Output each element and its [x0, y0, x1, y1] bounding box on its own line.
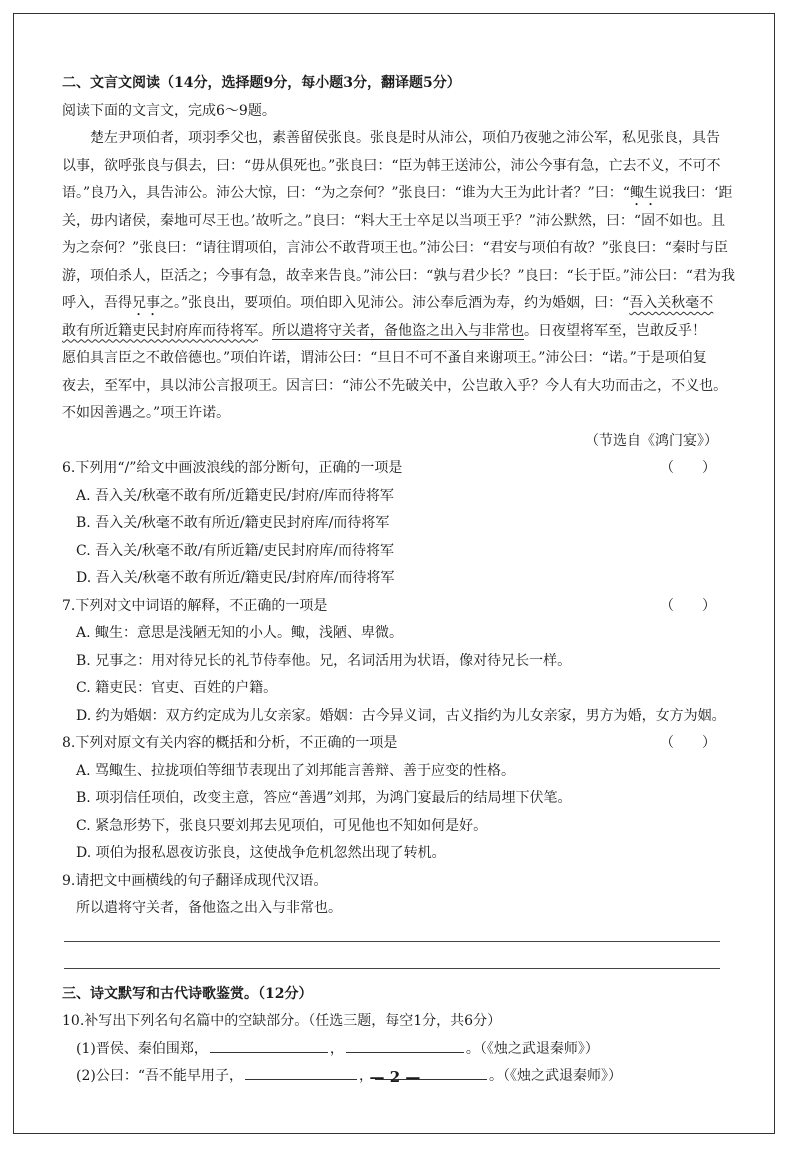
option-d: D. 项伯为报私恩夜访张良，这使战争危机忽然出现了转机。 [76, 845, 446, 861]
spacer [62, 969, 722, 981]
question-stem-text: 6.下列用“/”给文中画波浪线的部分断句，正确的一项是 [62, 460, 403, 476]
question-stem [62, 593, 722, 621]
passage-line [62, 180, 733, 208]
classical-passage [62, 125, 735, 455]
underlined-sentence: 所以遣将守关者，备他盗之出入与非常也 [272, 322, 524, 339]
item-text: (2)公曰：“吾不能早用子， [76, 1068, 243, 1084]
option-c: C. 籍吏民：官吏、百姓的户籍。 [76, 680, 278, 696]
blank-field[interactable] [346, 1038, 464, 1053]
exam-content [62, 70, 735, 1091]
blank-field[interactable] [210, 1038, 328, 1053]
question-stem-text: 8.下列对原文有关内容的概括和分析，不正确的一项是 [62, 735, 398, 751]
translation-sentence: 所以遣将守关者，备他盗之出入与非常也。 [76, 900, 342, 916]
wavy-underlined-text: 敢有所近籍吏民封府库而待将军 [62, 322, 258, 339]
passage-text: 之。”张良出，要项伯。项伯即入见沛公。沛公奉卮酒为寿，约为婚姻，曰：“ [160, 295, 630, 311]
question-stem: 9.请把文中画横线的句子翻译成现代汉语。 [62, 872, 328, 889]
question-7 [62, 593, 726, 731]
wavy-underlined-text: 吾入关秋毫不 [629, 295, 714, 311]
item-text: ， [359, 1068, 373, 1084]
question-10-item-1 [62, 1036, 722, 1064]
option-c: C. 吾入关/秋毫不敢/有所近籍/吏民封府库/而待将军 [76, 542, 394, 559]
section2-intro: 阅读下面的文言文，完成6～9题。 [62, 102, 276, 119]
passage-text: 。 [258, 322, 272, 339]
page-number: — 2 — [369, 1068, 421, 1086]
question-9 [62, 868, 722, 981]
option-d: D. 约为婚姻：双方约定成为儿女亲家。婚姻：古今异义词，古义指约为儿女亲家，男方为婚，女方为姻。 [76, 707, 726, 724]
passage-line [62, 290, 722, 318]
item-text: (1)晋侯、秦伯围郑， [76, 1040, 208, 1057]
question-stem-text: 7.下列对文中词语的解释，不正确的一项是 [62, 597, 328, 614]
dotted-word: 鲰生 [629, 185, 658, 201]
option-d: D. 吾入关/秋毫不敢有所近/籍吏民/封府库/而待将军 [76, 570, 395, 586]
item-text: 。（《烛之武退秦师》） [489, 1068, 622, 1084]
option-b: B. 吾入关/秋毫不敢有所近/籍吏民封府库/而待将军 [76, 515, 390, 531]
question-8 [62, 730, 722, 868]
dotted-word: 兄事 [132, 295, 160, 311]
passage-text: 说我曰：‘距 [657, 185, 733, 201]
passage-line: 以事，欲呼张良与俱去，曰：“毋从俱死也。”张良曰：“臣为韩王送沛公，沛公今事有急，亡去不义，不可不 [62, 157, 721, 174]
passage-text: 语。”良乃入，具告沛公。沛公大惊，曰：“为之奈何？”张良曰：“谁为大王为此计者？”曰：“ [62, 185, 630, 201]
question-10-stem: 10.补写出下列名句名篇中的空缺部分。（任选三题，每空1分，共6分） [62, 1013, 502, 1029]
question-stem [62, 455, 722, 483]
passage-line: 愿伯具言臣之不敢倍德也。”项伯许诺，谓沛公曰：“旦日不可不蚤自来谢项王。”沛公曰：“诺。”于是项伯复 [62, 350, 707, 366]
passage-line: 夜去，至军中，具以沛公言报项王。因言曰：“沛公不先破关中，公岂敢入乎？今人有大功而击之，不义也。 [62, 377, 728, 394]
option-a: A. 骂鲰生、拉拢项伯等细节表现出了刘邦能言善辩、善于应变的性格。 [76, 762, 516, 779]
option-c: C. 紧急形势下，张良只要刘邦去见项伯，可见他也不知如何是好。 [76, 817, 488, 834]
option-b: B. 兄事之：用对待兄长的礼节侍奉他。兄，名词活用为状语，像对待兄长一样。 [76, 652, 572, 669]
passage-line [62, 318, 722, 346]
passage-text: 呼入，吾得 [62, 295, 132, 311]
question-6 [62, 455, 722, 593]
answer-parenthesis[interactable]: （ ） [660, 460, 716, 476]
passage-line: 楚左尹项伯者，项羽季父也，素善留侯张良。张良是时从沛公，项伯乃夜驰之沛公军，私见张良，具告 [90, 130, 720, 146]
item-text: 。（《烛之武退秦师》） [465, 1040, 599, 1057]
passage-line: 游，项伯杀人，臣活之；今事有急，故幸来告良。”沛公曰：“孰与君少长？”良曰：“长于臣。”沛公曰：“君为我 [62, 267, 735, 284]
passage-line: 不如因善遇之。”项王许诺。 [62, 405, 231, 421]
passage-text: 。日夜望将军至，岂敢反乎！ [524, 322, 706, 339]
question-stem [62, 730, 722, 758]
spacer [62, 942, 722, 968]
item-text: ， [329, 1040, 344, 1057]
passage-line: 关，毋内诸侯，秦地可尽王也。’故听之。”良曰：“料大王士卒足以当项王乎？”沛公默然，曰：“固不如也。且 [62, 212, 726, 229]
option-a: A. 吾入关/秋毫不敢有所/近籍吏民/封府/库而待将军 [76, 487, 394, 504]
option-b: B. 项羽信任项伯，改变主意，答应“善遇”刘邦，为鸿门宴最后的结局埋下伏笔。 [76, 790, 572, 806]
passage-source: （节选自《鸿门宴》） [585, 432, 718, 449]
passage-line: 为之奈何？”张良曰：“请往谓项伯，言沛公不敢背项王也。”沛公曰：“君安与项伯有故？”张良曰：“秦时与臣 [62, 240, 728, 256]
answer-parenthesis[interactable]: （ ） [660, 735, 716, 751]
option-a: A. 鲰生：意思是浅陋无知的小人。鲰，浅陋、卑微。 [76, 625, 404, 641]
answer-parenthesis[interactable]: （ ） [660, 597, 716, 614]
spacer [62, 923, 722, 941]
section2-title: 二、文言文阅读（14分，选择题9分，每小题3分，翻译题5分） [62, 75, 461, 91]
section3-title: 三、诗文默写和古代诗歌鉴赏。（12分） [62, 985, 313, 1002]
